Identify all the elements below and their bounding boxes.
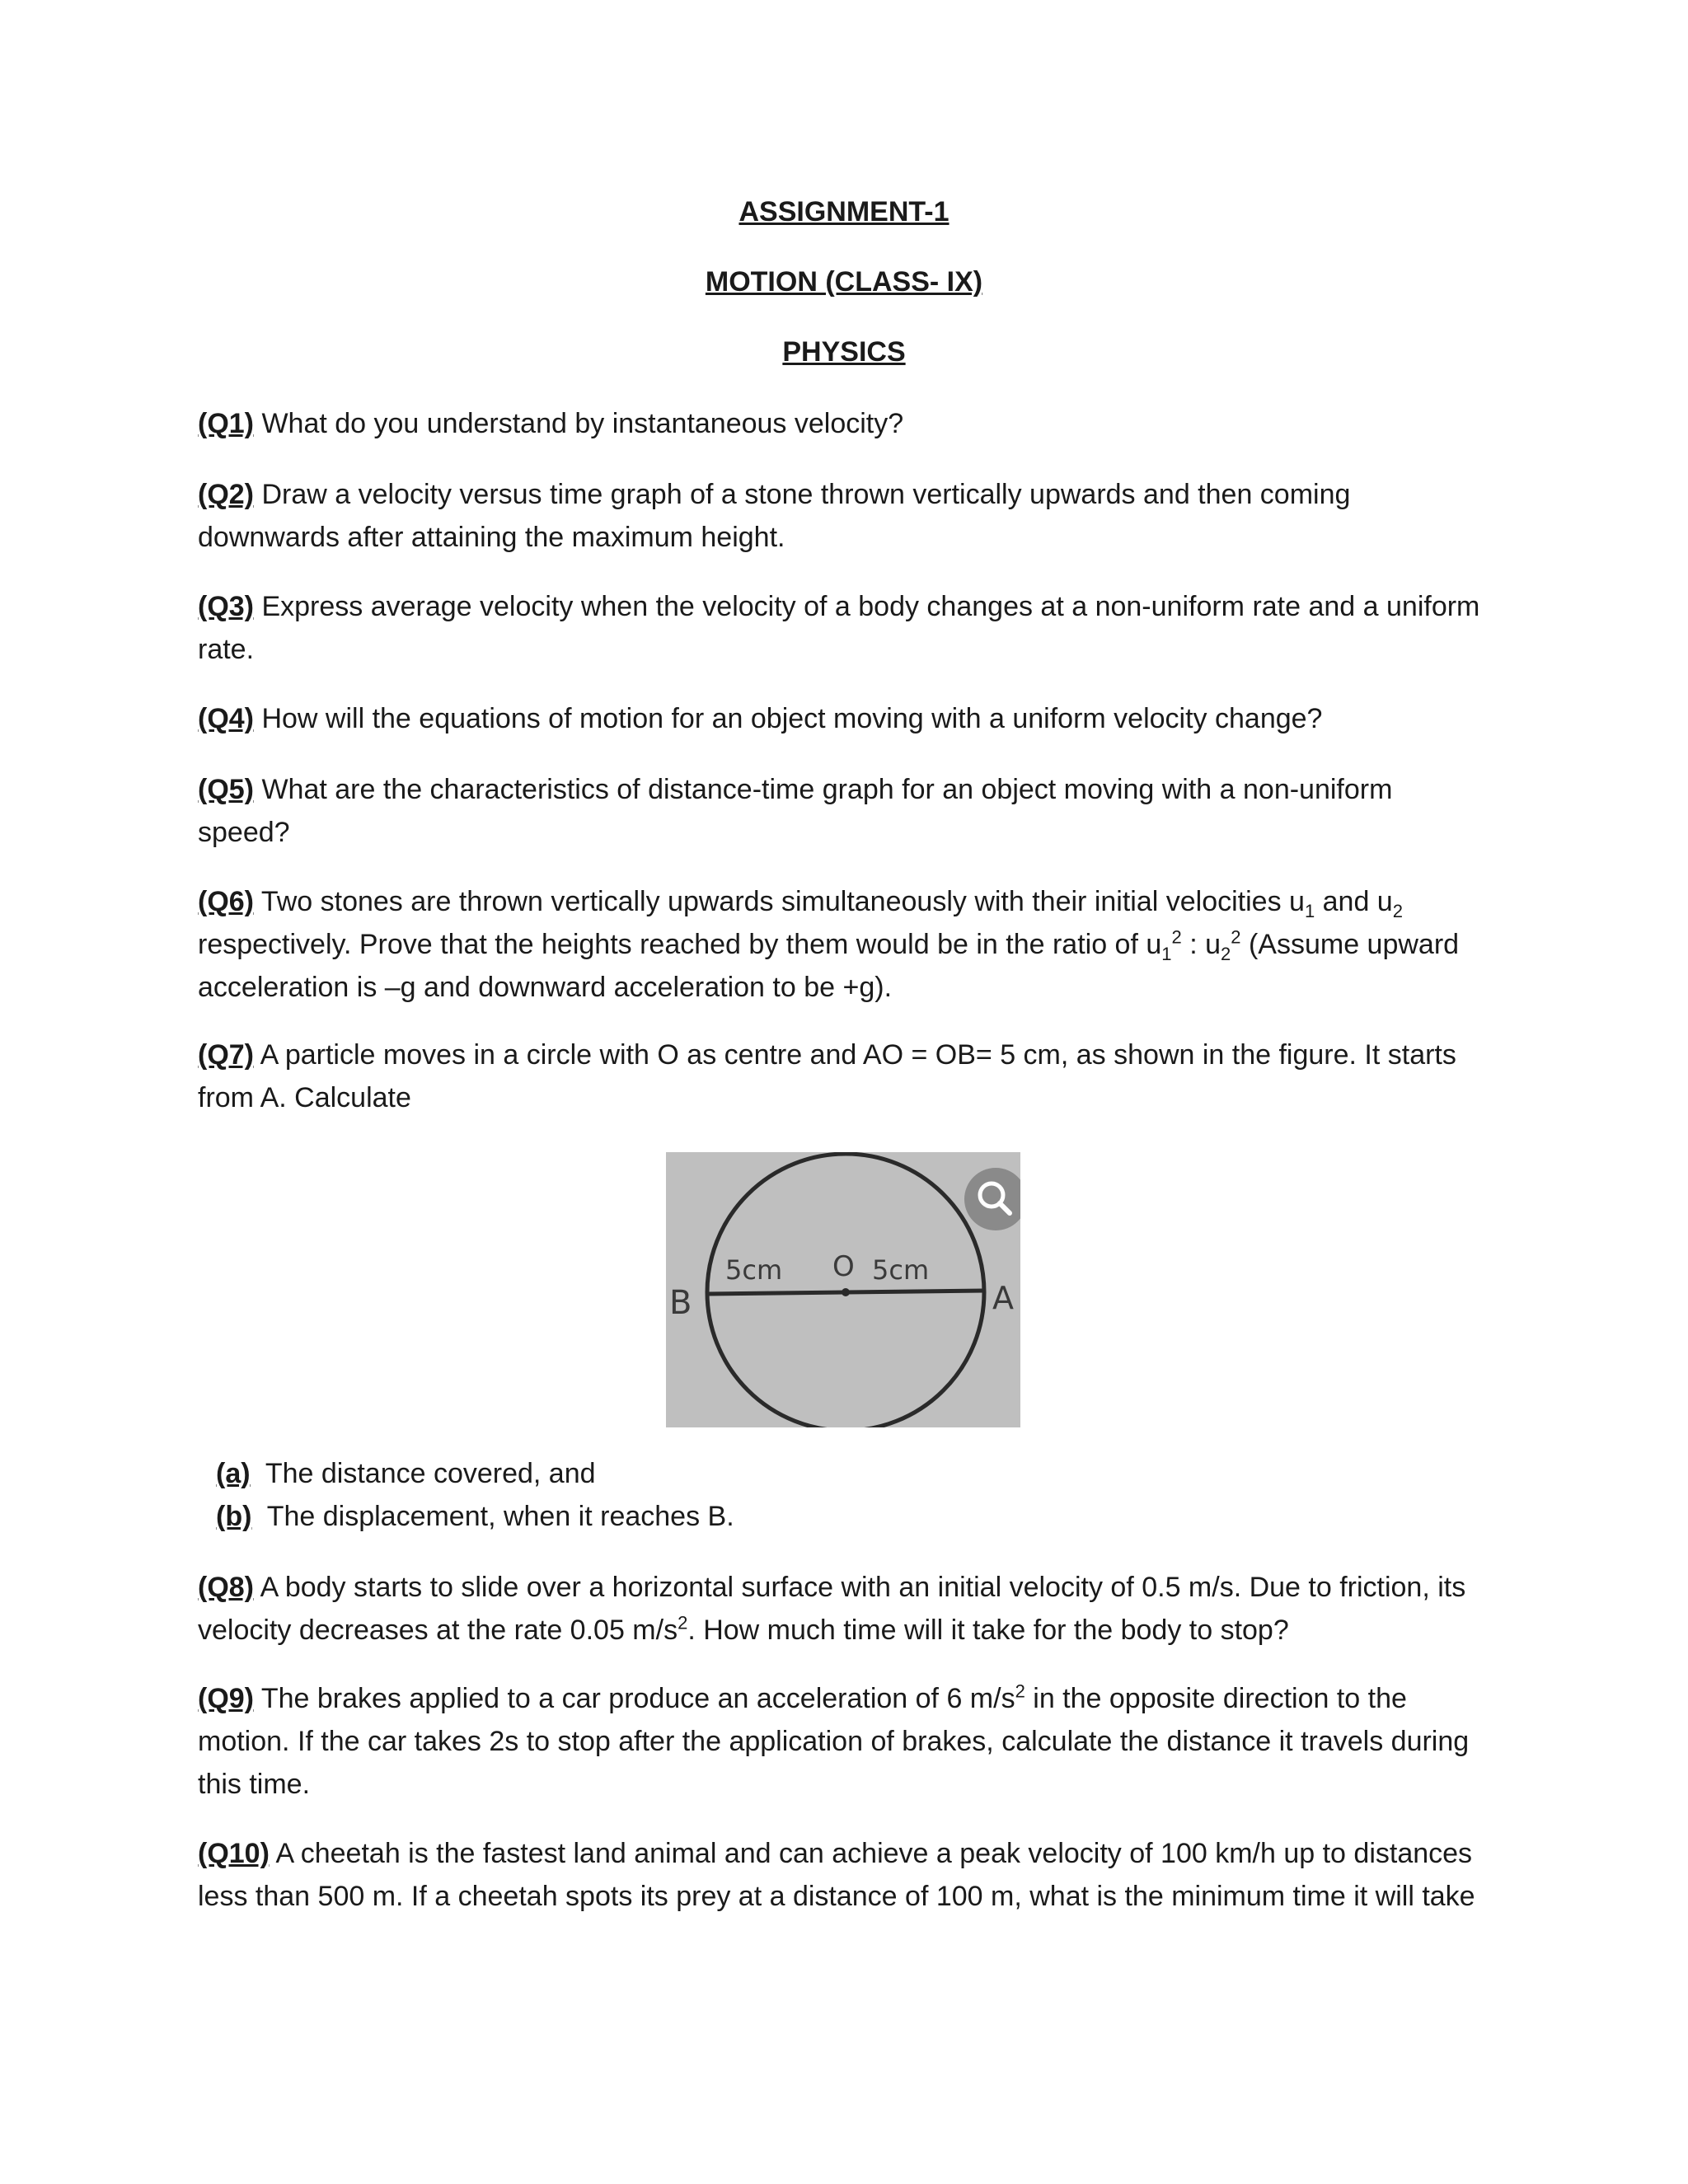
question-8 [198,1566,1500,1652]
question-text: Express average velocity when the velocity of a body changes at a non-uniform rate and a uniform [254,591,1480,622]
question-text: A cheetah is the fastest land animal and can achieve a peak velocity of 100 km/h up to distances [269,1838,1473,1869]
superscript: 2 [1171,926,1182,948]
question-text: : u [1181,929,1221,960]
assignment-subtitle: MOTION (CLASS- IX) [705,266,983,298]
question-text: in the opposite direction to the [1025,1683,1407,1714]
question-7 [198,1033,1500,1119]
label-a: A [992,1280,1014,1316]
question-text: acceleration is –g and downward acceleration to be +g). [198,972,893,1003]
question-text: and u [1315,886,1393,917]
question-label: (Q9) [198,1683,254,1714]
question-1 [198,402,1500,445]
question-text: rate. [198,634,255,665]
question-label: (Q4) [198,703,254,734]
question-label: (Q6) [198,886,254,917]
question-9 [198,1677,1500,1806]
question-6 [198,880,1500,1009]
question-text: Draw a velocity versus time graph of a stone thrown vertically upwards and then coming [254,479,1351,510]
superscript: 2 [1015,1680,1025,1702]
question-text: . How much time will it take for the body to stop? [687,1615,1289,1646]
superscript: 2 [1231,926,1241,948]
subscript: 1 [1161,943,1172,964]
question-text: speed? [198,817,290,848]
part-label: (b) [216,1501,252,1532]
question-text: Two stones are thrown vertically upwards simultaneously with their initial velocities u [254,886,1305,917]
question-text: respectively. Prove that the heights reached by them would be in the ratio of u [198,929,1162,960]
question-text: less than 500 m. If a cheetah spots its prey at a distance of 100 m, what is the minimum time it will take [198,1881,1475,1912]
list-item [216,1452,734,1495]
question-label: (Q2) [198,479,254,510]
question-label: (Q1) [198,408,254,439]
question-text: A particle moves in a circle with O as centre and AO = OB= 5 cm, as shown in the figure. It starts [254,1039,1456,1071]
question-label: (Q7) [198,1039,254,1071]
centre-point [842,1288,850,1296]
question-text: (Assume upward [1240,929,1460,960]
question-3 [198,585,1500,671]
subscript: 1 [1304,900,1315,921]
question-5 [198,768,1500,854]
question-label: (Q10) [198,1838,270,1869]
question-7-parts [216,1452,734,1538]
circle-diagram [666,1152,1020,1427]
subscript: 2 [1221,943,1231,964]
question-text: velocity decreases at the rate 0.05 m/s [198,1615,678,1646]
circle-figure [666,1152,1020,1427]
question-4 [198,697,1500,740]
question-text: What do you understand by instantaneous velocity? [254,408,904,439]
question-text: A body starts to slide over a horizontal surface with an initial velocity of 0.5 m/s. Due to friction, its [254,1572,1466,1603]
superscript: 2 [678,1612,688,1633]
question-text: How will the equations of motion for an object moving with a uniform velocity change? [254,703,1323,734]
question-text: motion. If the car takes 2s to stop after the application of brakes, calculate the distance it travels during [198,1726,1470,1757]
part-label: (a) [216,1458,251,1489]
label-b: B [669,1284,692,1322]
label-left-5cm: 5cm [725,1254,783,1286]
question-text: downwards after attaining the maximum height. [198,522,785,553]
assignment-title: ASSIGNMENT-1 [738,196,950,227]
question-label: (Q5) [198,774,254,805]
subscript: 2 [1392,900,1403,921]
list-item [216,1495,734,1538]
question-text: this time. [198,1769,311,1800]
label-right-5cm: 5cm [872,1254,930,1286]
question-text: The brakes applied to a car produce an acceleration of 6 m/s [254,1683,1015,1714]
question-10 [198,1832,1500,1918]
question-label: (Q3) [198,591,254,622]
question-label: (Q8) [198,1572,254,1603]
part-text: The distance covered, and [250,1458,596,1489]
part-text: The displacement, when it reaches B. [251,1501,734,1532]
question-2 [198,473,1500,559]
label-o: O [832,1250,855,1283]
subject-heading: PHYSICS [782,336,906,368]
question-text: What are the characteristics of distance-time graph for an object moving with a non-uniform [254,774,1393,805]
question-text: from A. Calculate [198,1082,411,1113]
